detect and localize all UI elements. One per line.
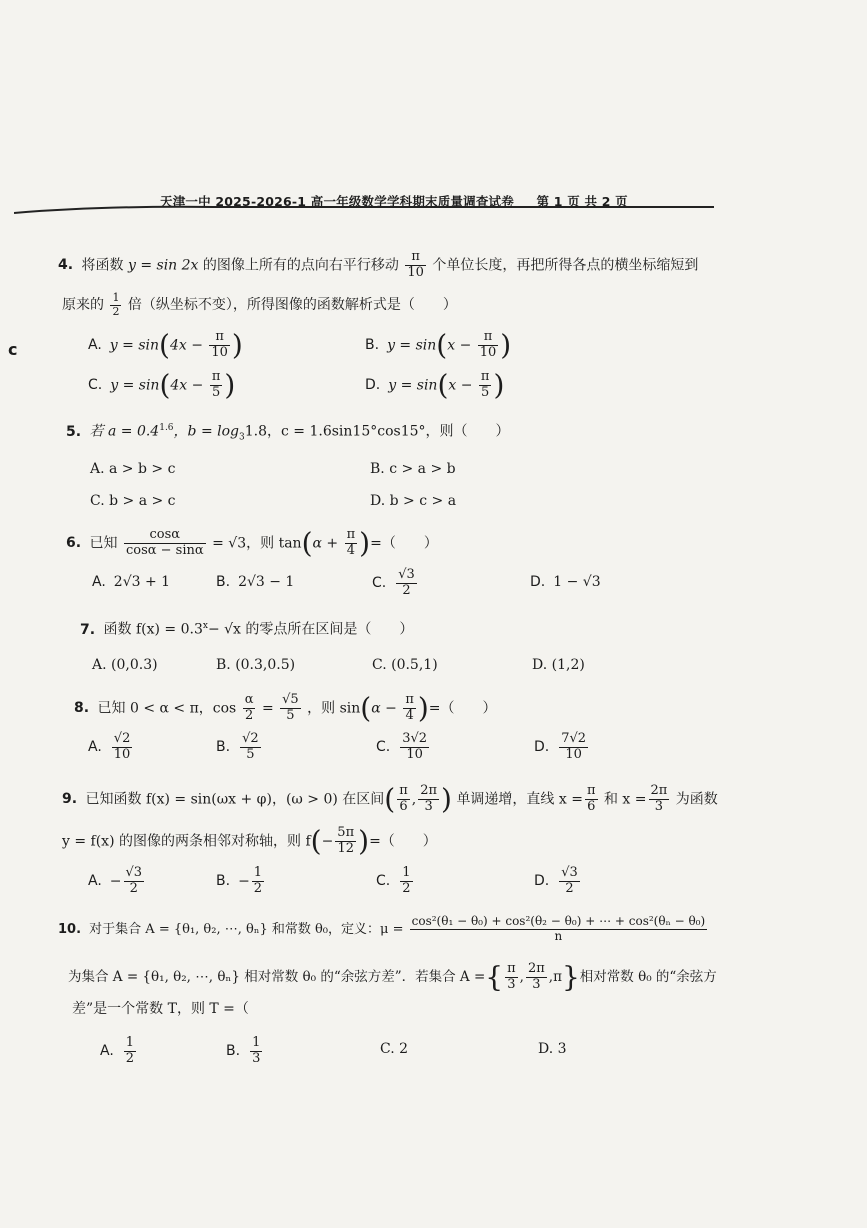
q6-option-d[interactable]: D. 1 − √3 [530,574,601,590]
question-7: 7. 函数 $f(x) = 0.3^x- √x$ 的零点所在区间是（ ） [80,621,414,638]
margin-mark: c [8,340,18,359]
q10-option-c[interactable]: C. 2 [380,1041,409,1057]
q9-option-d[interactable]: D. $\frac{√3}{2}$ [534,865,578,896]
question-4-line-2: 原来的 $\frac{1}{2}$ 倍（纵坐标不变），所得图像的函数解析式是（ ） [62,291,457,318]
question-9: 9. 已知函数 f(x) = sin(ωx + φ)，(ω > 0) 在区间( $\frac{\pi}{6}$ , $\frac{2\pi}{3}$ ) 单调递增，直线 x = $\frac{\pi}{6}$ 和 x = $\frac{2\pi}{3}$ 为函数 [62,782,718,816]
q7-option-c[interactable]: C. (0.5,1) [372,657,438,673]
q5-option-d[interactable]: D. b > c > a [370,493,457,509]
q8-option-a[interactable]: A. $\frac{√2}{10}$ [88,731,131,762]
question-10-line-2: 为集合 A = {θ₁, θ₂, ⋯, θₙ} 相对常数 θ₀ 的“余弦方差”．若集合 A ={ $\frac{\pi}{3}$ , $\frac{2\pi}{3}$ ,π}相对常数 θ₀ 的“余弦方 [68,960,717,994]
question-9-line-2: y = f(x) 的图像的两条相邻对称轴，则 f(− $\frac{5\pi}{12}$ )=（ ） [62,824,437,858]
q10-option-d[interactable]: D. 3 [538,1041,567,1057]
q5-option-a[interactable]: A. a > b > c [90,461,176,477]
q4-option-b[interactable]: B. y = sin(x − $\frac{\pi}{10}$ ) [365,328,512,362]
q10-option-b[interactable]: B. $\frac{1}{3}$ [226,1035,261,1066]
q8-option-d[interactable]: D. $\frac{7√2}{10}$ [534,731,587,762]
question-8: 8. 已知 0 < α < π，cos $\frac{\alpha}{2}$ = $\frac{√5}{5}$ ，则 sin(α − $\frac{\pi}{4}$ )=（ ） [74,691,497,725]
q5-option-b[interactable]: B. c > a > b [370,461,456,477]
q6-option-a[interactable]: A. 2√3 + 1 [92,574,171,590]
q6-option-b[interactable]: B. 2√3 − 1 [216,574,295,590]
header-title: 天津一中 2025-2026-1 高一年级数学学科期末质量调查试卷 [160,194,514,209]
q9-option-b[interactable]: B. − $\frac{1}{2}$ [216,865,263,896]
q7-option-a[interactable]: A. (0,0.3) [92,657,158,673]
q10-option-a[interactable]: A. $\frac{1}{2}$ [100,1035,135,1066]
q4-option-d[interactable]: D. y = sin(x − $\frac{\pi}{5}$ ) [365,368,505,402]
q6-option-c[interactable]: C. $\frac{√3}{2}$ [372,567,415,598]
q8-option-c[interactable]: C. $\frac{3√2}{10}$ [376,731,428,762]
header-rule [14,204,714,216]
q7-option-b[interactable]: B. (0.3,0.5) [216,657,296,673]
q8-option-b[interactable]: B. $\frac{√2}{5}$ [216,731,259,762]
question-5: 5. 若 $a = 0.4^{1.6}$，$b = \log_31.8$，c = 1.6sin15°cos15°，则（ ） [66,423,510,443]
q9-option-a[interactable]: A. − $\frac{√3}{2}$ [88,865,143,896]
question-4: 4. 将函数 y = sin 2x 的图像上所有的点向右平行移动 $\frac{\pi}{10}$ 个单位长度，再把所得各点的横坐标缩短到 [58,249,699,280]
header-page-info: 第 1 页 共 2 页 [536,194,628,209]
question-6: 6. 已知 $\frac{\cos\alpha}{\cos\alpha - \sin\alpha}$ = √3，则 tan(α + $\frac{\pi}{4}$ )=（ ） [66,526,438,560]
q4-option-c[interactable]: C. y = sin(4x − $\frac{\pi}{5}$ ) [88,368,236,402]
q9-option-c[interactable]: C. $\frac{1}{2}$ [376,865,411,896]
q5-option-c[interactable]: C. b > a > c [90,493,176,509]
question-10-line-3: 差”是一个常数 T，则 T =（ [72,1001,249,1017]
q4-option-a[interactable]: A. y = sin(4x − $\frac{\pi}{10}$ ) [88,328,243,362]
question-10: 10. 对于集合 A = {θ₁, θ₂, ⋯, θₙ} 和常数 θ₀，定义：μ = $\frac{\text{cos²(θ₁ − θ₀) + cos²(θ₂ − θ₀) + ⋯ + cos²(θₙ − θ₀)}}{n}$ [58,914,706,943]
q7-option-d[interactable]: D. (1,2) [532,657,585,673]
